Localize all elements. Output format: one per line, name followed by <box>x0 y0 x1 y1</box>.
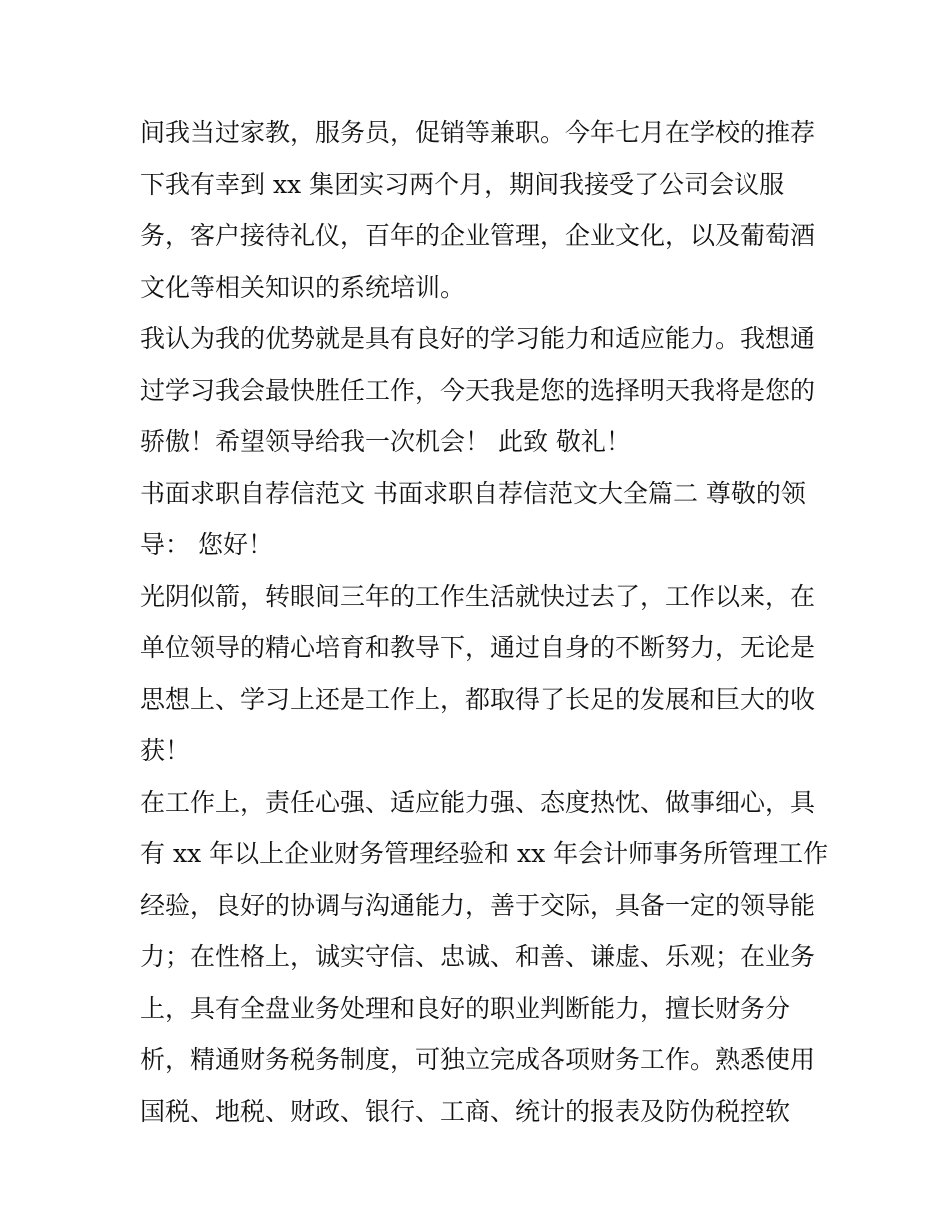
text-line: 间我当过家教，服务员，促销等兼职。今年七月在学校的推荐 <box>140 118 816 147</box>
text-line: 经验，良好的协调与沟通能力，善于交际，具备一定的领导能 <box>140 890 816 920</box>
text-line: 光阴似箭，转眼间三年的工作生活就快过去了，工作以来，在 <box>140 581 816 611</box>
text-line: 思想上、学习上还是工作上，都取得了长足的发展和巨大的收 <box>140 684 816 714</box>
text-line: 文化等相关知识的系统培训。 <box>140 272 466 302</box>
text-line: 骄傲！希望领导给我一次机会！ 此致 敬礼！ <box>140 427 631 456</box>
text-line: 析，精通财务税务制度，可独立完成各项财务工作。熟悉使用 <box>140 1045 816 1074</box>
text-line: 上，具有全盘业务处理和良好的职业判断能力，擅长财务分 <box>140 993 791 1023</box>
text-line: 获！ <box>140 736 191 765</box>
document-body <box>140 107 830 1137</box>
text-line: 务，客户接待礼仪，百年的企业管理，企业文化，以及葡萄酒 <box>140 221 816 250</box>
text-line: 我认为我的优势就是具有良好的学习能力和适应能力。我想通 <box>140 324 816 353</box>
text-line: 在工作上，责任心强、适应能力强、态度热忱、做事细心，具 <box>140 787 816 817</box>
text-line: 有 xx 年以上企业财务管理经验和 xx 年会计师事务所管理工作 <box>140 839 829 868</box>
text-line: 书面求职自荐信范文 书面求职自荐信范文大全篇二 尊敬的领 <box>140 478 806 508</box>
text-line: 过学习我会最快胜任工作，今天我是您的选择明天我将是您的 <box>140 375 816 405</box>
text-line: 力；在性格上，诚实守信、忠诚、和善、谦虚、乐观；在业务 <box>140 942 816 971</box>
text-line: 导： 您好！ <box>140 530 273 559</box>
text-line: 国税、地税、财政、银行、工商、统计的报表及防伪税控软 <box>140 1096 791 1126</box>
text-line: 单位领导的精心培育和教导下，通过自身的不断努力，无论是 <box>140 633 816 662</box>
text-line: 下我有幸到 xx 集团实习两个月，期间我接受了公司会议服 <box>140 169 785 199</box>
